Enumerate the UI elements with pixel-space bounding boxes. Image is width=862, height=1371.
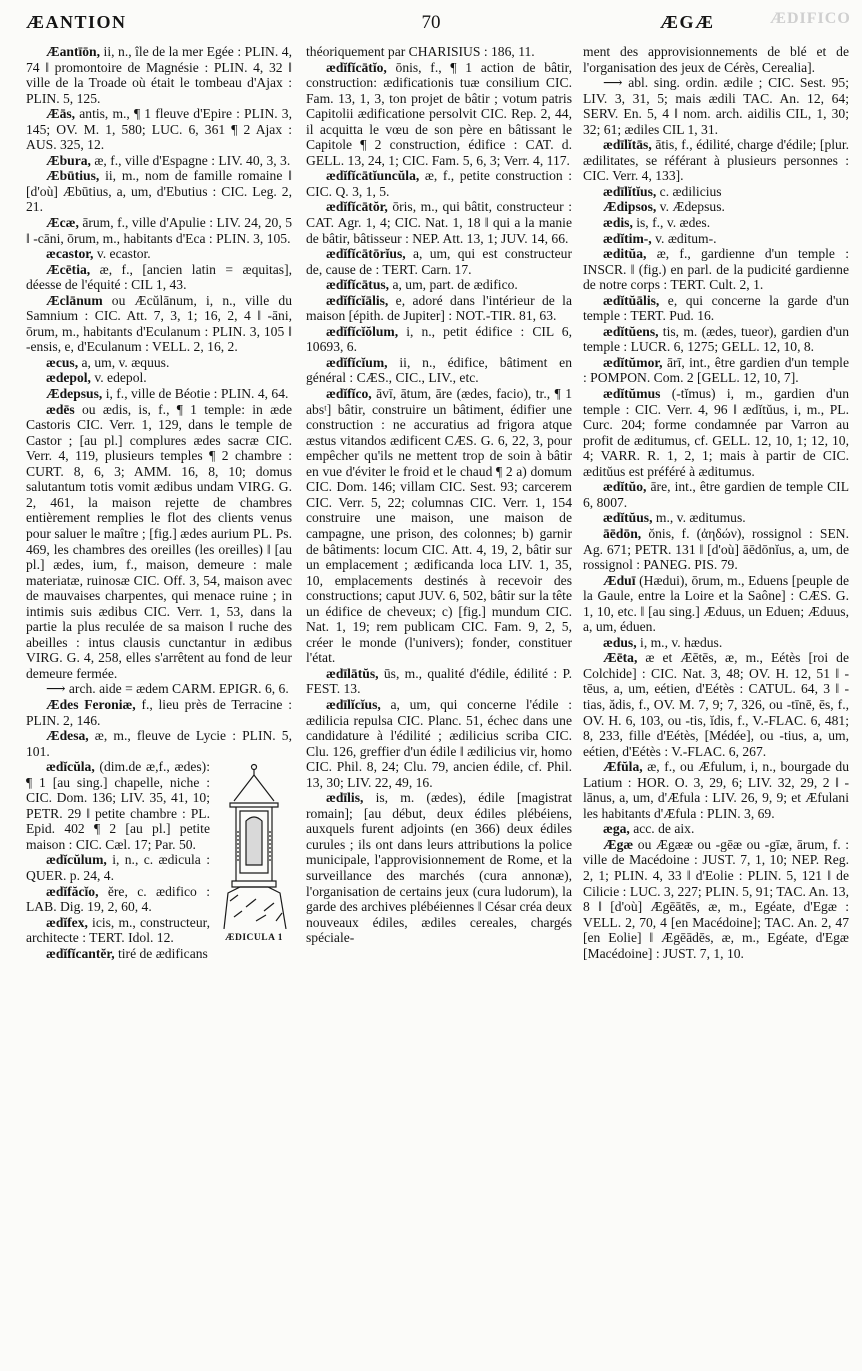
dictionary-entry [583,44,849,75]
entry-headword: ædĭtŭmus [603,386,661,402]
entry-definition: ōris, m., qui bâtit, constructeur : CAT. Agr. 1, 4; CIC. Nat. 1, 18 ‖ qui a la manie de bâtir, bâtisseur : NEP. Att. 13, 1; JUV. 14, 66. [306,199,572,246]
entry-headword: Æclānum [46,292,103,308]
entry-definition: æ et Æētēs, æ, m., Eétès [roi de Colchide] : CIC. Nat. 3, 48; OV. H. 12, 51 ‖ -tēus, a, um, eétien, d'Eétès : CATUL. 64, 3 ‖ -tias, ădis, f., OV. M. 7, 9; 7, 326, ou -tīnē, ēs, f., OV. H. 6, 103, ou -tis, ĭdis, f., V.-FLAC. 6, 481; 8, 233, fille d'Eétès, [Médée], ou -tius, a, um, eétien, d'Eétès : V.-FLAC. 6, 267. [583,650,849,759]
entry-definition: ĕre, c. ædifico : LAB. Dig. 19, 2, 60, 4. [26,883,210,915]
entry-definition: a, um, qui est constructeur de, cause de : TERT. Carn. 17. [306,246,572,277]
entry-headword: ædĭfĭcĭum, [326,354,388,370]
dictionary-entry [583,355,849,386]
entry-definition: v. ecastor. [93,246,151,262]
entry-definition: i, f., ville de Béotie : PLIN. 4, 64. [102,386,289,402]
entry-headword: Æbūtius, [46,168,100,184]
dictionary-entry [306,697,572,790]
dictionary-entry [583,650,849,759]
entry-headword: ædĭfĭcātŏr, [326,199,388,215]
dictionary-entry [306,293,572,324]
entry-headword: æga, [603,821,630,837]
dictionary-entry [306,666,572,697]
entry-definition: æ, m., fleuve de Lycie : PLIN. 5, 101. [26,728,292,759]
dictionary-entry [306,386,572,666]
dictionary-entry [583,510,849,526]
page-number: 70 [421,12,441,33]
entry-definition: ment des approvisionnements de blé et de l'organisation des jeux de Cérès, Cerealia]. [583,44,849,75]
entry-headword: ædĭtŭens, [603,323,659,339]
entry-headword: ædēs [46,401,75,417]
entry-definition: ou ædis, is, f., ¶ 1 temple: in æde Castoris CIC. Verr. 1, 129, dans le temple de Castor ; [au pl.] complures ædes sacræ CIC. Verr. 4, 119, plusieurs temples ¶ 2 chambre : CURT. 8, 6, 3; AMM. 16, 8, 10; domus salutantum totis vomit ædibus undam VIRG. G. 2, 461, la maison rejette de chambres entièrement remplies le flot des clients venus pour saluer le maître ; [fig.] ædes aurium PL. Ps. 469, les chambres des oreilles (les oreilles) ‖ [au pl.] ædes, ium, f., maison, demeure : male materiatæ, ruinosæ CIC. Off. 3, 54, maison avec de mauvaises charpentes, qui menace ruine ; in intimis suis ædibus CIC. Verr. 1, 53, dans la partie la plus reculée de sa maison ‖ ruche des abeilles : intus clausis cunctantur in ædibus VIRG. G. 4, 258, elles s'arrêtent au fond de leur demeure fermée. [26,401,292,681]
entry-definition: æ, f., ou Æfulum, i, n., bourgade du Latium : HOR. O. 3, 29, 6; LIV. 32, 29, 2 ‖ -lānus, a, um, d'Æfula : LIV. 26, 9, 9; et Æfulani les habitants d'Æfula : PLIN. 3, 69. [583,759,849,821]
entry-definition: (-tĭmus) i, m., gardien d'un temple : CIC. Verr. 4, 96 ‖ ædĭtŭus, i, m., PL. Curc. 204; forme condamnée par Varron au profit de æditumus, cf. GELL. 12, 10, 1; 12, 10, 4; VARR. R. 1, 2, 1; mais à partir de CIC. æditŭus est préféré à æditumus. [583,386,849,479]
illustration-caption: ÆDICULA 1 [224,933,284,944]
entry-definition: ii, n., île de la mer Egée : PLIN. 4, 74 ‖ promontoire de Magnésie : PLIN. 4, 32 ‖ ville de la Troade où était le tombeau d'Ajax : PLIN. 5, 125. [26,44,292,106]
entry-headword: ædis, [603,215,633,231]
dictionary-entry [583,215,849,231]
entry-definition: æ, f., petite construction : CIC. Q. 3, 1, 5. [306,168,572,199]
entry-headword: ædīlĭtĭus, [603,183,657,199]
entry-definition: ou Æcŭlānum, i, n., ville du Samnium : CIC. Att. 7, 3, 1; 16, 2, 4 ‖ -āni, ōrum, m., habitants d'Eculanum : PLIN. 3, 105 ‖ -ensis, e, d'Eculanum : VELL. 2, 16, 2. [26,292,292,355]
entry-headword: Æās, [46,106,76,122]
entry-definition: icis, m., constructeur, architecte : TERT. Idol. 12. [26,914,210,946]
entry-headword: ædīlĭtās, [603,137,652,153]
entry-definition: ii, n., édifice, bâtiment en général : CÆS., CIC., LIV., etc. [306,354,572,386]
entry-definition: ⟶ abl. sing. ordin. ædile ; CIC. Sest. 95; LIV. 3, 31, 5; mais ædili TAC. An. 12, 64; SERV. En. 5, 4 ‖ nom. arch. aidilis CIL, 1, 30; 32; 61; ædiles CIL 1, 31. [583,75,849,137]
dictionary-entry [306,355,572,386]
dictionary-entry [26,402,292,682]
entry-definition: ōnis, f., ¶ 1 action de bâtir, construction: ædificationis tuæ consilium CIC. Fam. 13, 1, 3, ton projet de bâtir ; votum patris Capitolii ædificatione persolvit CIC. Rep. 2, 44, il acquitta le vœu de son père en bâtissant le Capitole ¶ 2 construction, édifice : CAT. d. GELL. 13, 24, 1; CIC. Fam. 5, 6, 3; Verr. 4, 117. [306,59,572,168]
entry-headword: Æcæ, [46,215,79,231]
entry-headword: ædĭfex, [46,914,88,930]
entry-headword: ædĭfĭcantĕr, [46,945,115,961]
dictionary-entry [306,60,572,169]
dictionary-entry [306,790,572,945]
entry-headword: Æduī [603,572,636,588]
entry-definition: ātis, f., édilité, charge d'édile; [plur. ædilitates, se référant à plusieurs personnes : CIC. Verr. 4, 133]. [583,137,849,184]
dictionary-entry [26,246,292,262]
entry-headword: ædĭfĭcātōrĭus, [326,246,406,262]
dictionary-entry [583,199,849,215]
dictionary-entry [583,137,849,184]
entry-definition: æ, f., ville d'Espagne : LIV. 40, 3, 3. [90,152,291,168]
entry-definition: i, n., c. ædicula : QUER. p. 24, 4. [26,852,210,883]
dictionary-entry [26,262,292,293]
dictionary-entry [583,184,849,200]
entry-headword: ædīlĭcĭus, [326,696,381,712]
entry-definition: acc. de aix. [629,821,695,837]
entry-definition: ⟶ arch. aide = ædem CARM. EPIGR. 6, 6. [46,681,289,697]
dictionary-entry [26,728,292,759]
entry-definition: tiré de ædificans [114,945,208,961]
dictionary-entry [583,635,849,651]
entry-headword: ædīlātŭs, [326,665,379,681]
dictionary-entry [26,386,292,402]
entry-definition: i, m., v. hædus. [636,634,723,650]
entry-definition: (Hædui), ōrum, m., Eduens [peuple de la Gaule, entre la Loire et la Saône] : CÆS. G. 1, 10, etc. ‖ [au sing.] Æduus, un Eduen; Æduus, a, um, éduen. [583,572,849,635]
entry-headword: āēdōn, [603,525,642,541]
entry-definition: āvī, ātum, āre (ædes, facio), tr., ¶ 1 absᵗ] bâtir, construire un bâtiment, édifier une construction : ne accuratius ad frigora atque æstus vitandos ædificent CÆS. G. 6, 22, 3, pour empêcher qu'ils ne mettent trop de soin à bâtir en vue d'éviter le froid et le chaud ¶ 2 a) domum CIC. Dom. 146; villam CIC. Sest. 93; carcerem CIC. Verr. 5, 22; columnas CIC. Verr. 1, 154 construire une maison, une maison de campagne, une prison, des colonnes; b) garnir de bâtiments: locum CIC. Att. 4, 19, 2, bâtir sur un emplacement ; ædificanda loca LIV. 1, 35, 10, emplacements destinés à recevoir des constructions; caput JUV. 6, 502, bâtir sur la tête un édifice de cheveux; c) [fig.] mundum CIC. Nat. 1, 19; rem publicam CIC. Fam. 9, 2, 5, créer le monde (l'univers); fonder, constituer l'état. [306,386,572,666]
entry-definition: théoriquement par CHARISIUS : 186, 11. [306,44,535,59]
entry-headword: Ædes Feroniæ, [46,696,136,712]
entry-definition: i, n., petit édifice : CIL 6, 10693, 6. [306,323,572,355]
dictionary-entry [26,44,292,106]
dictionary-entry [306,246,572,277]
bleed-through-text: ÆDIFICO [770,10,851,27]
dictionary-entry [583,75,849,137]
entry-definition: ārī, int., être gardien d'un temple : POMPON. Com. 2 [GELL. 12, 10, 7]. [583,354,849,386]
entry-headword: ædĭfĭco, [326,386,372,402]
dictionary-entry [583,293,849,324]
dictionary-entry [26,681,292,697]
entry-definition: a, um, qui concerne l'édile : ædilicia repulsa CIC. Planc. 51, échec dans une candidature à l'édilité ; ædilicius scriba CIC. Clu. 126, greffier d'un édile ‖ ædilicius vir, homo CIC. Phil. 8, 24; Clu. 79, ancien édile, cf. Phil. 13, 30; LIV. 22, 49, 16. [306,696,572,790]
entry-headword: Æbura, [46,152,91,168]
dictionary-entry [583,246,849,293]
entry-headword: ædĭfăcĭo, [46,883,99,899]
dictionary-entry [583,759,849,821]
entry-headword: æcastor, [46,246,94,262]
dictionary-entry [583,479,849,510]
column-3 [583,44,849,1362]
column-2 [306,44,572,1362]
dictionary-entry [26,355,292,371]
entry-headword: Æfŭla, [603,759,643,775]
entry-headword: ædĭtŭus, [603,510,653,526]
column-1 [26,44,292,1362]
entry-headword: Æēta, [603,650,638,666]
entry-definition: āre, int., être gardien de temple CIL 6, 8007. [583,479,849,510]
dictionary-entry [583,386,849,479]
entry-headword: Ægæ [603,836,634,852]
entry-definition: ii, m., nom de famille romaine ‖ [d'où] Æbūtius, a, um, d'Ebutius : CIC. Leg. 2, 21. [26,168,292,215]
dictionary-entry [583,573,849,635]
entry-definition: æ, f., gardienne d'un temple : INSCR. ‖ (fig.) en parl. de la pudicité gardienne de notre corps : TERT. Cult. 2, 1. [583,246,849,293]
entry-definition: ŏnis, f. (ἀηδών), rossignol : SEN. Ag. 671; PETR. 131 ‖ [d'où] āēdōnĭus, a, um, de rossignol : PANEG. PIS. 79. [583,525,849,573]
dictionary-entry [583,231,849,247]
entry-headword: ædĭcŭlum, [46,852,107,868]
dictionary-entry [583,324,849,355]
entry-definition: tis, m. (ædes, tueor), gardien d'un temple : LUCR. 6, 1275; GELL. 12, 10, 8. [583,323,849,355]
running-head-left: ÆANTION [26,12,127,32]
entry-definition: f., lieu près de Terracine : PLIN. 2, 146. [26,696,292,728]
entry-headword: Æcētia, [46,261,91,277]
entry-headword: ædīlis, [326,790,364,806]
dictionary-entry [583,837,849,961]
entry-headword: ædepol, [46,370,91,386]
entry-headword: Ædepsus, [46,386,103,402]
entry-headword: ædĭtŭo, [603,479,647,495]
running-head-right: ÆGÆ [660,12,715,32]
entry-definition: v. edepol. [90,370,147,386]
entry-headword: ædĭfĭcātĭo, [326,59,387,75]
entry-definition: is, m. (ædes), édile [magistrat romain]; [au début, deux édiles plébéiens, auxquels furent adjoints (en 366) deux édiles curules ; ils ont dans leurs attributions la police municipale, l'approvisionnement de Rome, et la surveillance des marchés (cura annonæ), l'organisation de certains jeux (cura ludorum), la garde des archives plébéiennes ‖ César créa deux nouveaux édiles, ædiles cereales, chargés spéciale- [306,790,572,946]
entry-definition: ūs, m., qualité d'édile, édilité : P. FEST. 13. [306,665,572,697]
entry-headword: æditŭa, [603,246,647,262]
entry-headword: ædĭfĭcātĭuncŭla, [326,168,420,184]
entry-headword: ædĭfĭcātus, [326,277,390,293]
dictionary-entry [26,215,292,246]
entry-definition: a, um, v. æquus. [78,354,170,370]
entry-definition: v. Ædepsus. [656,199,725,215]
entry-definition: is, f., v. ædes. [632,215,711,231]
dictionary-entry [26,106,292,153]
dictionary-entry [306,277,572,293]
entry-definition: ou Ægææ ou -gēæ ou -gīæ, ārum, f. : ville de Macédoine : JUST. 7, 1, 10; NEP. Reg. 2, 1; PLIN. 4, 33 ‖ d'Eolie : PLIN. 5, 121 ‖ de Cilicie : LUC. 3, 227; PLIN. 5, 91; TAC. An. 13, 8 ‖ [d'où] Ægēātēs, æ, m., Egéate, d'Egæ : VELL. 2, 70, 4 [en Macédoine]; TAC. An. 2, 47 [en Eolie] ‖ Ægēādēs, æ, m., Egéate, d'Egæ [Macédoine] : JUST. 7, 1, 10. [583,836,849,961]
dictionary-entry [26,153,292,169]
entry-definition: c. ædilicius [656,183,722,199]
dictionary-entry [306,324,572,355]
entry-definition: m., v. æditumus. [652,510,746,526]
entry-headword: ædĭfĭcĭālis, [326,292,389,308]
dictionary-entry [26,370,292,386]
entry-definition: e, adoré dans l'intérieur de la maison [épith. de Jupiter] : NOT.-TIR. 81, 63. [306,292,572,324]
entry-definition: ārum, f., ville d'Apulie : LIV. 24, 20, 5 ‖ -cāni, ōrum, m., habitants d'Eca : PLIN. 3, 105. [26,215,292,246]
entry-definition: antis, m., ¶ 1 fleuve d'Epire : PLIN. 3, 145; OV. M. 1, 580; LUC. 6, 361 ¶ 2 Ajax : AUS. 325, 12. [26,106,292,153]
entry-headword: Ædipsos, [603,199,657,215]
entry-definition: a, um, part. de ædifico. [389,277,518,293]
entry-definition: æ, f., [ancien latin = æquitas], déesse de l'équité : CIL 1, 43. [26,261,292,293]
entry-headword: Ædesa, [46,728,89,744]
dictionary-entry [306,199,572,246]
dictionary-entry [26,293,292,355]
dictionary-entry [306,44,572,60]
aedicula-illustration [216,761,292,949]
entry-headword: ædĭtim-, [603,230,652,246]
dictionary-entry [306,168,572,199]
dictionary-entry [26,697,292,728]
entry-headword: ædĭfĭcĭŏlum, [326,323,399,339]
aedicula-drawing-icon [216,761,292,929]
dictionary-entry [583,526,849,573]
entry-headword: ædĭtŭmor, [603,354,663,370]
entry-headword: ædĭcŭla, [46,759,95,775]
entry-headword: æcus, [46,354,79,370]
entry-headword: Æantīōn, [46,44,101,59]
dictionary-entry [26,168,292,215]
entry-headword: ædĭtŭālis, [603,292,660,308]
entry-definition: e, qui concerne la garde d'un temple : TERT. Pud. 16. [583,292,849,324]
entry-definition: (dim.de æ,f., ædes): ¶ 1 [au sing.] chapelle, niche : CIC. Dom. 136; LIV. 35, 41, 10; PETR. 29 ‖ petite chambre : PL. Epid. 402 ¶ 2 [au pl.] petite maison : CIC. Cæl. 17; Par. 50. [26,759,210,852]
dictionary-entry [583,821,849,837]
entry-definition: v. æditum-. [651,230,717,246]
entry-headword: ædus, [603,634,637,650]
